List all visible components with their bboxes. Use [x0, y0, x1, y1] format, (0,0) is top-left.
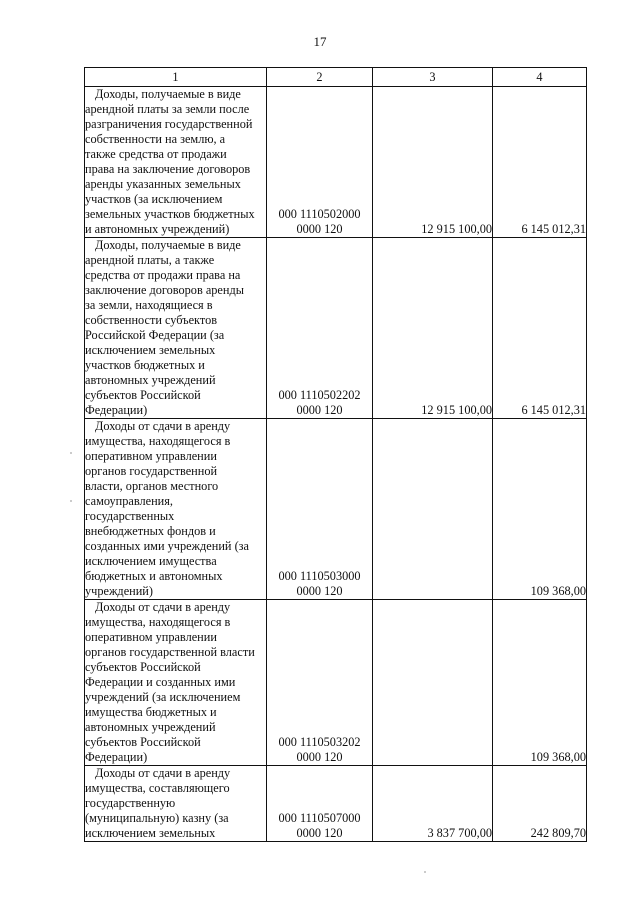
- header-col-1: 1: [85, 68, 267, 87]
- budget-code-line: 000 1110502202: [278, 388, 361, 402]
- planned-amount-cell: [373, 419, 493, 600]
- revenue-name-cell: [85, 600, 267, 766]
- budget-code-cell: [267, 238, 373, 419]
- revenue-name-line: Федерации): [85, 750, 148, 764]
- revenue-name-line: власти, органов местного: [85, 479, 219, 493]
- revenue-name-line: арендной платы, а также: [85, 253, 215, 267]
- budget-code-cell: [267, 87, 373, 238]
- budget-code-line: 000 1110502000: [278, 207, 361, 221]
- revenue-name-cell: [85, 419, 267, 600]
- executed-amount-cell: 6 145 012,31: [493, 238, 587, 419]
- executed-amount-cell: 109 368,00: [493, 600, 587, 766]
- revenue-name-line: аренды указанных земельных: [85, 177, 241, 191]
- executed-amount-cell: 109 368,00: [493, 419, 587, 600]
- revenue-name-line: созданных ими учреждений (за: [85, 539, 249, 553]
- revenue-name-line: земельных участков бюджетных: [85, 207, 255, 221]
- budget-code-line: 000 1110503202: [278, 735, 361, 749]
- revenue-name-line: имущества, находящегося в: [85, 615, 231, 629]
- revenue-name-line: имущества, составляющего: [85, 781, 230, 795]
- revenue-name-line: Российской Федерации (за: [85, 328, 225, 342]
- revenue-name-line: имущества, находящегося в: [85, 434, 231, 448]
- revenue-name-line: Доходы от сдачи в аренду: [95, 766, 231, 780]
- revenue-name-cell: [85, 238, 267, 419]
- budget-code-cell: [267, 766, 373, 842]
- table-row: [85, 238, 587, 419]
- revenue-name-line: собственности субъектов: [85, 313, 218, 327]
- revenue-name-line: оперативном управлении: [85, 630, 217, 644]
- revenue-name-line: исключением имущества: [85, 554, 217, 568]
- planned-amount-cell: [373, 600, 493, 766]
- budget-code-line: 0000 120: [296, 403, 343, 417]
- revenue-name-cell: [85, 87, 267, 238]
- page-number: 17: [313, 34, 327, 49]
- revenue-name-line: участков бюджетных и: [85, 358, 205, 372]
- revenue-name-line: разграничения государственной: [85, 117, 253, 131]
- revenue-name-line: государственную: [85, 796, 176, 810]
- executed-amount-cell: 242 809,70: [493, 766, 587, 842]
- revenue-name-line: оперативном управлении: [85, 449, 217, 463]
- header-col-2: 2: [267, 68, 373, 87]
- table-row: [85, 419, 587, 600]
- scan-speck: [424, 871, 426, 873]
- revenue-name-line: учреждений): [85, 584, 153, 598]
- budget-code-line: 000 1110503000: [278, 569, 361, 583]
- budget-code-line: 0000 120: [296, 584, 343, 598]
- revenue-name-line: автономных учреждений: [85, 373, 216, 387]
- planned-amount-cell: 12 915 100,00: [373, 238, 493, 419]
- revenue-name-line: самоуправления,: [85, 494, 173, 508]
- revenue-name-line: органов государственной: [85, 464, 218, 478]
- budget-code-line: 0000 120: [296, 222, 343, 236]
- table-header-row: [85, 68, 587, 87]
- revenue-name-line: Федерации и созданных ими: [85, 675, 236, 689]
- budget-code-cell: [267, 419, 373, 600]
- scan-speck: [70, 452, 72, 454]
- revenue-name-line: субъектов Российской: [85, 660, 201, 674]
- revenue-name-line: арендной платы за земли после: [85, 102, 250, 116]
- header-col-3: 3: [373, 68, 493, 87]
- revenue-name-line: и автономных учреждений): [85, 222, 230, 236]
- revenue-name-line: Доходы, получаемые в виде: [95, 87, 241, 101]
- revenue-name-line: государственных: [85, 509, 175, 523]
- planned-amount-cell: 3 837 700,00: [373, 766, 493, 842]
- revenue-name-line: (муниципальную) казну (за: [85, 811, 229, 825]
- revenue-name-line: учреждений (за исключением: [85, 690, 241, 704]
- budget-code-line: 000 1110507000: [278, 811, 361, 825]
- table-row: [85, 600, 587, 766]
- budget-code-line: 0000 120: [296, 750, 343, 764]
- executed-amount-cell: 6 145 012,31: [493, 87, 587, 238]
- table-row: [85, 87, 587, 238]
- revenue-name-line: также средства от продажи: [85, 147, 227, 161]
- revenue-name-cell: [85, 766, 267, 842]
- table-row: [85, 766, 587, 842]
- revenue-name-line: права на заключение договоров: [85, 162, 251, 176]
- revenue-name-line: исключением земельных: [85, 826, 216, 840]
- revenue-table: [84, 67, 587, 842]
- planned-amount-cell: 12 915 100,00: [373, 87, 493, 238]
- revenue-name-line: исключением земельных: [85, 343, 216, 357]
- revenue-name-line: Доходы от сдачи в аренду: [95, 600, 231, 614]
- revenue-name-line: Доходы от сдачи в аренду: [95, 419, 231, 433]
- header-col-4: 4: [493, 68, 587, 87]
- revenue-name-line: Доходы, получаемые в виде: [95, 238, 241, 252]
- revenue-name-line: за земли, находящиеся в: [85, 298, 213, 312]
- revenue-name-line: Федерации): [85, 403, 148, 417]
- revenue-name-line: имущества бюджетных и: [85, 705, 217, 719]
- revenue-name-line: внебюджетных фондов и: [85, 524, 216, 538]
- scan-speck: [70, 500, 72, 502]
- revenue-name-line: субъектов Российской: [85, 735, 201, 749]
- revenue-name-line: субъектов Российской: [85, 388, 201, 402]
- revenue-name-line: участков (за исключением: [85, 192, 223, 206]
- budget-code-cell: [267, 600, 373, 766]
- revenue-name-line: бюджетных и автономных: [85, 569, 223, 583]
- revenue-name-line: средства от продажи права на: [85, 268, 241, 282]
- revenue-name-line: собственности на землю, а: [85, 132, 226, 146]
- revenue-name-line: органов государственной власти: [85, 645, 255, 659]
- revenue-name-line: заключение договоров аренды: [85, 283, 244, 297]
- revenue-name-line: автономных учреждений: [85, 720, 216, 734]
- budget-code-line: 0000 120: [296, 826, 343, 840]
